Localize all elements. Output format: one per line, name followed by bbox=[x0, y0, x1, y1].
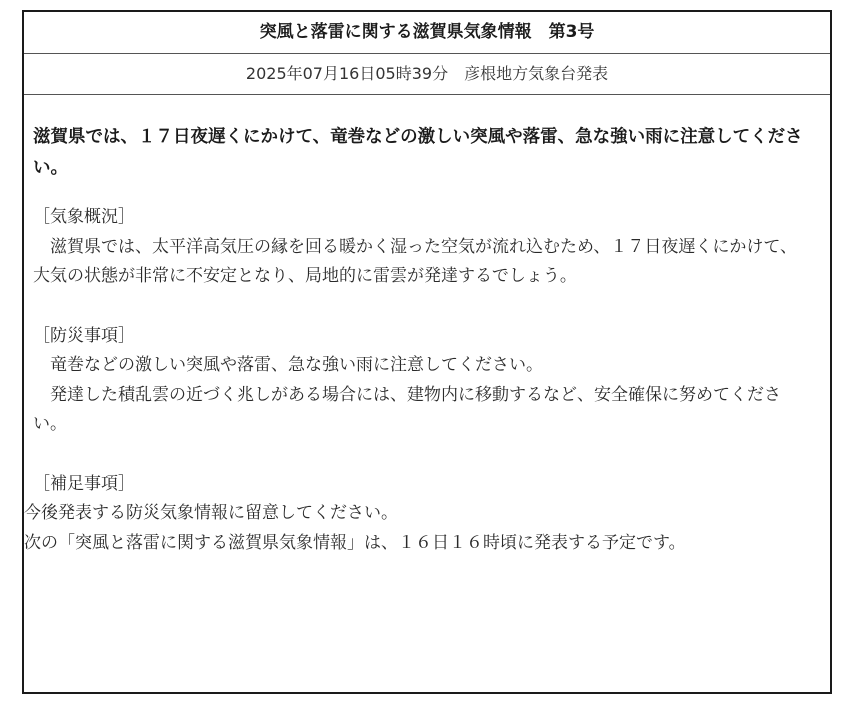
section-paragraph: 今後発表する防災気象情報に留意してください。 bbox=[24, 503, 398, 523]
section-paragraph: 滋賀県では、太平洋高気圧の縁を回る暖かく湿った空気が流れ込むため、１７日夜遅くにかけて、大気の状態が非常に不安定となり、局地的に雷雲が発達するでしょう。 bbox=[33, 236, 797, 286]
weather-bulletin-frame bbox=[22, 10, 832, 694]
issued-datetime: 2025年07月16日05時39分 彦根地方気象台発表 bbox=[24, 54, 830, 95]
bulletin-title: 突風と落雷に関する滋賀県気象情報 第3号 bbox=[24, 12, 830, 54]
section-weather-overview bbox=[33, 203, 830, 292]
section-heading: ［防災事項］ bbox=[33, 325, 135, 346]
spacer bbox=[33, 440, 830, 470]
bulletin-headline: 滋賀県では、１７日夜遅くにかけて、竜巻などの激しい突風や落雷、急な強い雨に注意してください。 bbox=[33, 127, 803, 178]
spacer bbox=[33, 292, 830, 322]
bulletin-body bbox=[24, 122, 830, 558]
section-paragraph: 次の「突風と落雷に関する滋賀県気象情報」は、１６日１６時頃に発表する予定です。 bbox=[24, 532, 686, 553]
section-heading: ［補足事項］ bbox=[33, 473, 135, 494]
section-heading: ［気象概況］ bbox=[33, 207, 135, 227]
section-supplementary bbox=[24, 470, 830, 559]
section-paragraph: 竜巻などの激しい突風や落雷、急な強い雨に注意してください。 bbox=[33, 355, 543, 375]
section-paragraph: 発達した積乱雲の近づく兆しがある場合には、建物内に移動するなど、安全確保に努めてください。 bbox=[33, 384, 781, 434]
section-disaster-prevention bbox=[33, 322, 830, 440]
